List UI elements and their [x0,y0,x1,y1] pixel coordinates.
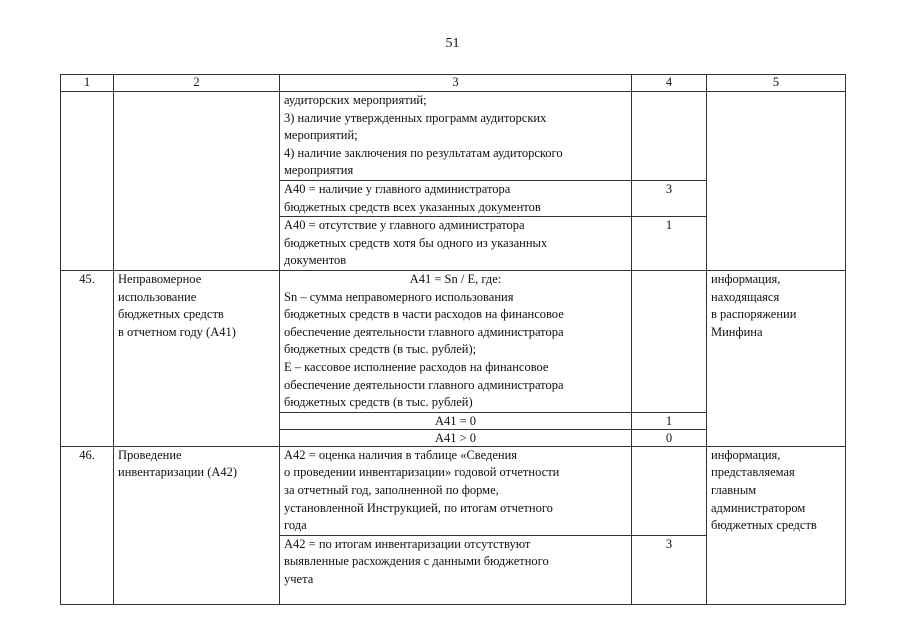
score-value: 3 [632,181,707,217]
text-line: года [284,518,307,533]
condition-cell: А41 = 0 [280,412,632,429]
text-line: Минфина [711,324,763,339]
text-line: в отчетном году (А41) [118,324,236,339]
score-value: 1 [632,217,707,271]
source-cell [707,92,846,271]
indicator-name-cell [114,92,280,271]
condition-cell [280,446,632,535]
text-line: Sn – сумма неправомерного использования [284,289,514,304]
column-header-2: 2 [114,75,280,92]
text-line: бюджетных средств в части расходов на финансовое [284,307,564,322]
indicator-name-cell [114,446,280,604]
text-line: Неправомерное [118,271,202,286]
column-header-4: 4 [632,75,707,92]
table-row-45 [61,270,846,412]
formula-cell [280,270,632,412]
text-line: Проведение [118,447,182,462]
row-number-cell [61,92,114,271]
score-value: 0 [632,429,707,446]
text-line: бюджетных средств всех указанных документов [284,199,541,214]
text-line: информация, [711,271,781,286]
text-line: 4) наличие заключения по результатам аудиторского [284,145,563,160]
page-number: 51 [445,36,460,51]
score-cell [632,92,707,181]
column-header-1: 1 [61,75,114,92]
text-line: А42 = по итогам инвентаризации отсутствуют [284,536,531,551]
score-value [632,446,707,535]
text-line: представляемая [711,465,795,480]
score-value: 1 [632,412,707,429]
table-row-46 [61,446,846,535]
text-line: обеспечение деятельности главного администратора [284,377,564,392]
table-header-row [61,75,846,92]
criteria-table [60,74,846,605]
indicator-name-cell [114,270,280,446]
text-line: бюджетных средств [711,518,817,533]
text-line: бюджетных средств хотя бы одного из указанных [284,235,548,250]
source-cell [707,446,846,604]
text-line: учета [284,571,314,586]
text-line: администратором [711,500,806,515]
text-line: мероприятия [284,163,354,178]
text-line: А40 = наличие у главного администратора [284,182,511,196]
text-line: инвентаризации (А42) [118,465,238,480]
table-row-continuation [61,92,846,181]
criteria-text-cell [280,92,632,181]
text-line: выявленные расхождения с данными бюджетного [284,554,549,569]
text-line: бюджетных средств (в тыс. рублей) [284,395,473,410]
text-line: мероприятий; [284,128,358,143]
text-line: о проведении инвентаризации» годовой отчетности [284,465,560,480]
text-line: А42 = оценка наличия в таблице «Сведения [284,447,518,462]
formula-text: А41 = Sn / E, где: [409,271,502,286]
text-line: главным [711,482,757,497]
condition-cell [280,535,632,604]
condition-cell [280,181,632,217]
row-number-cell: 45. [61,270,114,446]
row-number-cell: 46. [61,446,114,604]
condition-cell: А41 > 0 [280,429,632,446]
text-line: обеспечение деятельности главного администратора [284,324,564,339]
text-line: в распоряжении [711,307,797,322]
source-cell [707,270,846,446]
text-line: Е – кассовое исполнение расходов на финансовое [284,359,549,374]
text-line: документов [284,253,347,268]
text-line: аудиторских мероприятий; [284,93,427,107]
column-header-3: 3 [280,75,632,92]
column-header-5: 5 [707,75,846,92]
text-line: установленной Инструкцией, по итогам отчетного [284,500,553,515]
text-line: бюджетных средств [118,307,224,322]
condition-cell [280,217,632,271]
text-line: бюджетных средств (в тыс. рублей); [284,342,477,357]
text-line: за отчетный год, заполненной по форме, [284,482,499,497]
score-cell [632,270,707,412]
text-line: находящаяся [711,289,780,304]
text-line: 3) наличие утвержденных программ аудиторских [284,110,547,125]
text-line: А40 = отсутствие у главного администратора [284,218,525,233]
text-line: использование [118,289,197,304]
text-line: информация, [711,447,781,462]
score-value: 3 [632,535,707,604]
